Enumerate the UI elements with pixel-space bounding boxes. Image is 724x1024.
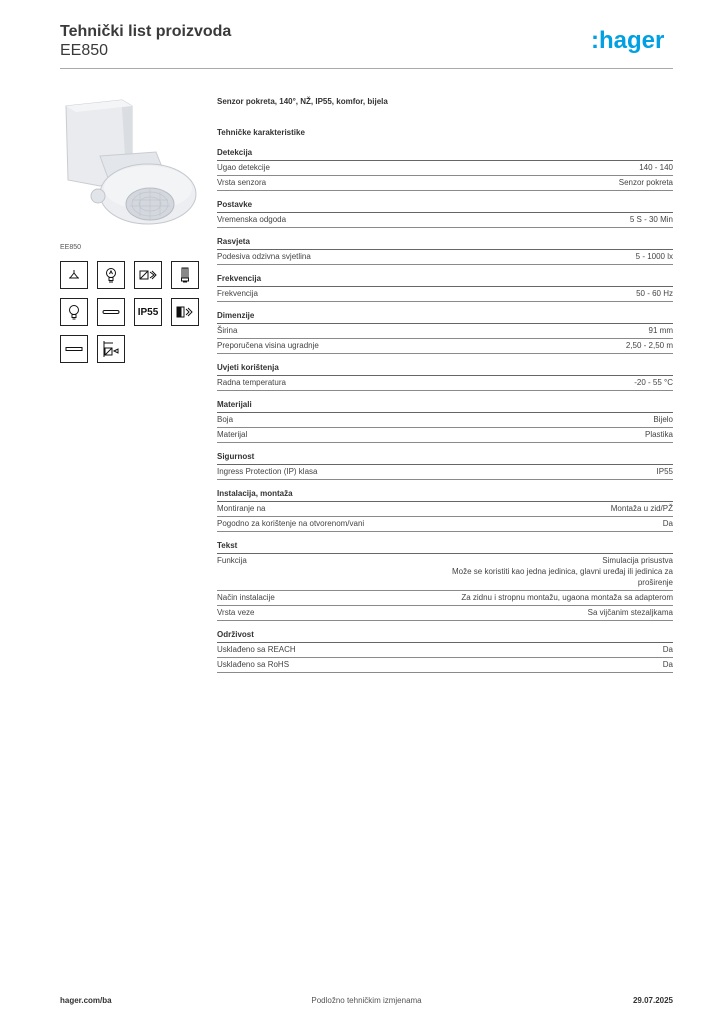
spec-row [217, 554, 673, 591]
spec-value-line: Montaža u zid/PŽ [610, 504, 673, 513]
spec-value [325, 466, 673, 477]
spec-value-line: Bijelo [653, 415, 673, 424]
spec-value [372, 518, 673, 529]
spec-value [266, 288, 673, 299]
spec-value [283, 592, 673, 603]
spec-row [217, 517, 673, 532]
spec-label: Radna temperatura [217, 378, 286, 387]
spec-row [217, 413, 673, 428]
strip-light-icon [60, 335, 88, 363]
spec-value [297, 659, 673, 670]
spec-value [294, 377, 673, 388]
footer-date: 29.07.2025 [632, 996, 673, 1005]
spec-row [217, 606, 673, 621]
linear-lamp-icon [97, 298, 125, 326]
section-title: Rasvjeta [217, 237, 673, 250]
spec-label: Podesiva odzivna svjetlina [217, 252, 311, 261]
spec-value [273, 503, 673, 514]
light-bulb-icon [60, 298, 88, 326]
page-header [60, 22, 673, 68]
sensor-detect-icon [171, 298, 199, 326]
tech-characteristics-heading: Tehničke karakteristike [217, 128, 305, 137]
spec-value-line: Može se koristiti kao jedna jedinica, glavni uređaj ili jedinica za [451, 567, 673, 576]
spec-section [217, 237, 673, 265]
spec-value [327, 340, 673, 351]
spec-section [217, 489, 673, 532]
spec-section [217, 363, 673, 391]
spec-value-line: 140 - 140 [639, 163, 673, 172]
document-title: Tehnički list proizvoda [60, 23, 232, 40]
spec-section [217, 200, 673, 228]
spec-row [217, 339, 673, 354]
spec-label: Način instalacije [217, 593, 275, 602]
spec-row [217, 643, 673, 658]
spec-label: Ingress Protection (IP) klasa [217, 467, 318, 476]
spec-content [217, 96, 673, 682]
spec-value-line: IP55 [656, 467, 673, 476]
spec-value-line: Sa vijčanim stezaljkama [587, 608, 673, 617]
spec-value-line: Simulacija prisustva [602, 556, 673, 565]
spec-row [217, 161, 673, 176]
spec-row [217, 465, 673, 480]
spec-row [217, 502, 673, 517]
spec-label: Vrsta veze [217, 608, 255, 617]
spec-row [217, 287, 673, 302]
spec-value-line: Plastika [644, 430, 673, 439]
spec-section [217, 541, 673, 621]
spec-value-line: 5 - 1000 lx [635, 252, 673, 261]
spec-label: Vremenska odgoda [217, 215, 287, 224]
section-title: Detekcija [217, 148, 673, 161]
product-code: EE850 [60, 42, 109, 59]
hager-logo [591, 27, 673, 55]
section-title: Postavke [217, 200, 673, 213]
spec-value-line: 50 - 60 Hz [636, 289, 673, 298]
spec-label: Pogodno za korištenje na otvorenom/vani [217, 519, 365, 528]
spec-value [245, 325, 673, 336]
spec-label: Vrsta senzora [217, 178, 267, 187]
spec-section [217, 311, 673, 354]
header-divider [60, 68, 673, 69]
spec-value [255, 555, 673, 588]
spec-value [274, 177, 673, 188]
spec-label: Frekvencija [217, 289, 258, 298]
spec-value [319, 251, 673, 262]
spec-section [217, 452, 673, 480]
section-title: Uvjeti korištenja [217, 363, 673, 376]
wall-mount-sensor-icon [97, 335, 125, 363]
ip55-label: IP55 [137, 306, 159, 318]
footer-note: Podložno tehničkim izmjenama [311, 996, 422, 1005]
spec-label: Boja [217, 415, 234, 424]
spec-value [255, 429, 673, 440]
spec-label: Usklađeno sa REACH [217, 645, 296, 654]
spec-value-line: Da [662, 519, 673, 528]
spec-row [217, 176, 673, 191]
incandescent-bulb-icon [97, 261, 125, 289]
spec-section [217, 274, 673, 302]
spec-value-line: -20 - 55 °C [634, 378, 673, 387]
footer-website: hager.com/ba [60, 996, 112, 1005]
section-title: Dimenzije [217, 311, 673, 324]
spec-value-line: Za zidnu i stropnu montažu, ugaona montaža sa adapterom [461, 593, 673, 602]
section-title: Održivost [217, 630, 673, 643]
spec-row [217, 250, 673, 265]
page-footer [60, 996, 673, 1008]
spec-label: Ugao detekcije [217, 163, 270, 172]
product-image-caption: EE850 [60, 244, 82, 251]
spec-value [294, 214, 673, 225]
spec-value [241, 414, 673, 425]
spec-label: Preporučena visina ugradnje [217, 341, 319, 350]
section-title: Sigurnost [217, 452, 673, 465]
section-title: Frekvencija [217, 274, 673, 287]
spec-row [217, 428, 673, 443]
spec-row [217, 213, 673, 228]
spec-section [217, 630, 673, 673]
spec-value-line: Da [662, 660, 673, 669]
spec-value-line: 91 mm [648, 326, 673, 335]
spec-value [278, 162, 673, 173]
section-title: Instalacija, montaža [217, 489, 673, 502]
section-title: Tekst [217, 541, 673, 554]
spec-value-line: proširenje [637, 578, 673, 587]
ip55-icon [134, 298, 162, 326]
fluorescent-tube-icon [171, 261, 199, 289]
spec-label: Materijal [217, 430, 248, 439]
spec-label: Širina [217, 326, 238, 335]
spec-label: Montiranje na [217, 504, 266, 513]
spec-section [217, 148, 673, 191]
spec-value-line: 2,50 - 2,50 m [625, 341, 673, 350]
spec-value-line: 5 S - 30 Min [629, 215, 673, 224]
product-photo [60, 96, 201, 237]
spec-value [263, 607, 674, 618]
spec-row [217, 658, 673, 673]
spec-label: Funkcija [217, 556, 247, 565]
ceiling-lamp-icon [60, 261, 88, 289]
motion-detector-icon [134, 261, 162, 289]
spec-section [217, 400, 673, 443]
spec-value [304, 644, 673, 655]
svg-text::hager: :hager [591, 27, 665, 54]
spec-row [217, 591, 673, 606]
spec-value-line: Da [662, 645, 673, 654]
spec-sections [217, 148, 673, 673]
product-description: Senzor pokreta, 140°, NŽ, IP55, komfor, bijela [217, 97, 388, 106]
spec-value-line: Senzor pokreta [618, 178, 673, 187]
section-title: Materijali [217, 400, 673, 413]
spec-row [217, 376, 673, 391]
spec-label: Usklađeno sa RoHS [217, 660, 290, 669]
spec-row [217, 324, 673, 339]
